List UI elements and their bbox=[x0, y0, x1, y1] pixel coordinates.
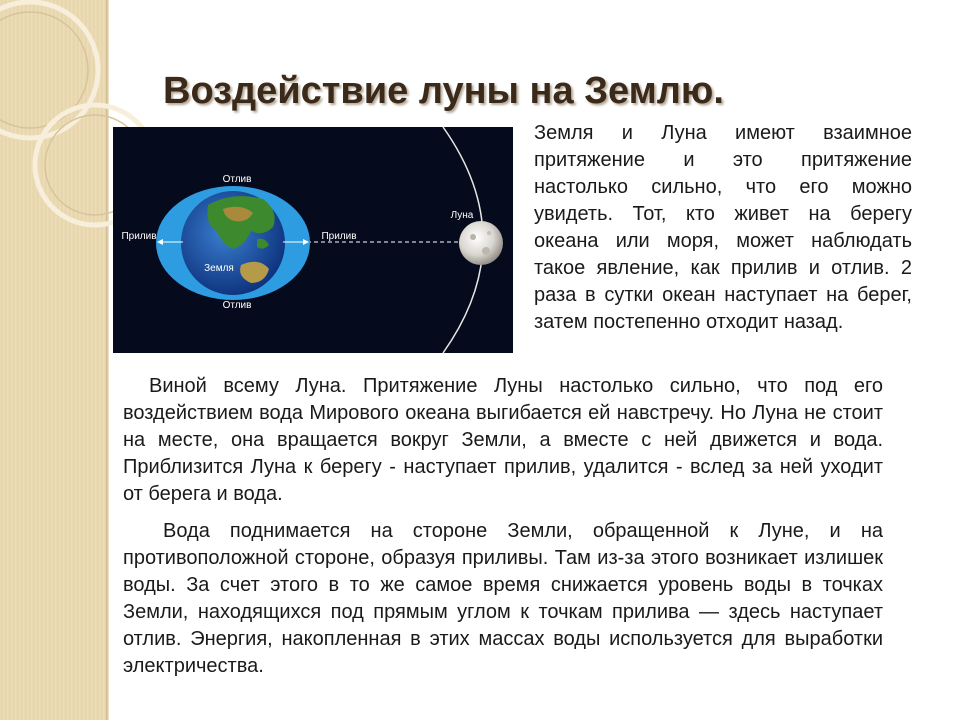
label-high-tide-right: Прилив bbox=[321, 231, 357, 242]
label-moon: Луна bbox=[450, 210, 474, 221]
moon bbox=[459, 221, 503, 265]
paragraph-intro: Земля и Луна имеют взаимное притяжение и это притяжение настолько сильно, что его можно увидеть. Тот, кто живет на берегу океана или моря, может наблюдать такое явление, как прилив и отлив. 2 раза в сутки океан наступает на берег, затем постепенно отходит назад. bbox=[534, 122, 912, 333]
tides-diagram bbox=[113, 127, 513, 353]
label-low-tide-bottom: Отлив bbox=[222, 300, 252, 311]
label-high-tide-left: Прилив bbox=[121, 231, 157, 242]
slide-title: Воздействие луны на Землю. bbox=[163, 70, 724, 112]
paragraph-tide-mechanism: Вода поднимается на стороне Земли, обращенной к Луне, и на противоположной стороне, образуя приливы. Там из-за этого возникает излишек воды. За счет этого в то же самое время снижается уровень воды в точках Земли, находящихся под прямым углом к точкам прилива — здесь наступает отлив. Энергия, накопленная в этих массах воды используется для выработки электричества. bbox=[123, 520, 883, 677]
label-low-tide-top: Отлив bbox=[222, 174, 252, 185]
label-earth: Земля bbox=[204, 263, 234, 274]
paragraph-moon-cause: Виной всему Луна. Притяжение Луны настолько сильно, что под его воздействием вода Мирового океана выгибается ей навстречу. Но Луна не стоит на месте, она вращается вокруг Земли, а вместе с ней движется и вода. Приблизится Луна к берегу - наступает прилив, удалится - вслед за ней уходит от берега и вода. bbox=[123, 375, 883, 505]
